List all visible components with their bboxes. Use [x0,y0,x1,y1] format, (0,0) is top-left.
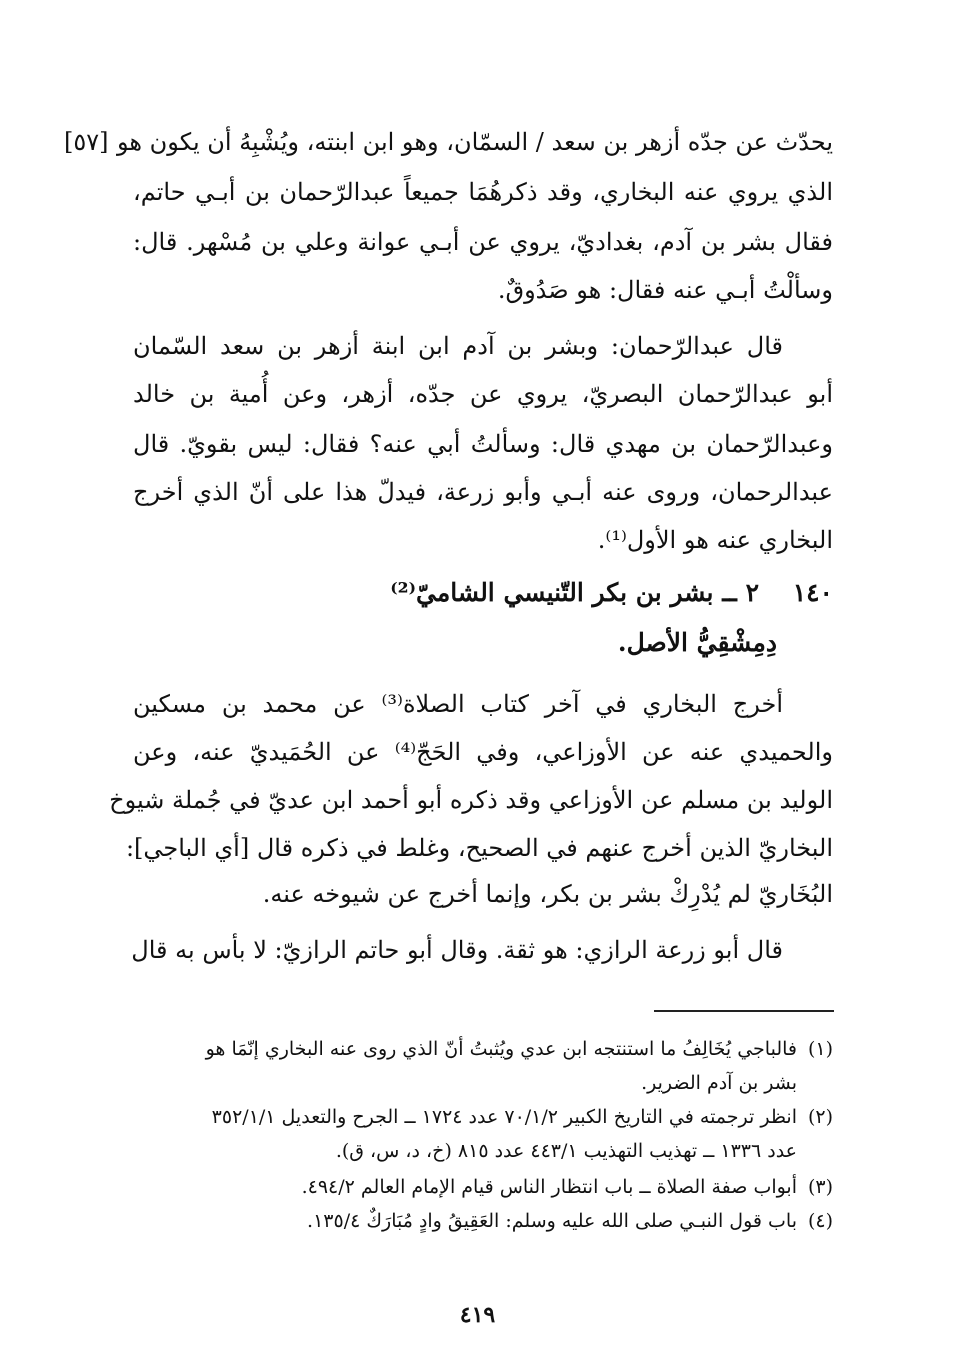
footnote-text: أبواب صفة الصلاة ــ باب انتظار الناس قيام الإمام العالم ٤٩٤/٢. [301,1176,797,1198]
footnote-number: (٢) [807,1106,833,1128]
footnote-1-continued: بشر بن آدم الضرير. [641,1072,797,1094]
paragraph3-line-4: البخاريّ الذين أخرج عنهم في الصحيح، وغلط في ذكره قال [أي الباجي]: [125,834,833,862]
footnote-number: (١) [807,1038,833,1060]
footnote-3 [133,1176,833,1198]
footnote-text: انظر ترجمته في التاريخ الكبير ٧٠/١/٢ عدد ١٧٢٤ ــ الجرح والتعديل ٣٥٢/١/١ [211,1106,797,1128]
footnote-2 [133,1106,833,1128]
paragraph3-line-2: والحميدي عنه عن الأوزاعي، وفي الحَجّ⁽⁴⁾ عن الحُمَيديّ عنه، وعن [133,738,833,766]
page-number: ٤١٩ [459,1302,496,1328]
paragraph3-line-1: أخرج البخاري في آخر كتاب الصلاة⁽³⁾ عن محمد بن مسكين [133,690,783,718]
paragraph1-line-2: الذي يروي عنه البخاري، وقد ذكرهُمَا جميعاً عبدالرّحمان بن أبـي حاتم، [133,178,833,206]
footnote-text: فالباجي يُخَالِفُ ما استنتجه ابن عدي ويُثبتُ أنّ الذي روى عنه البخاري إنّمَا هو [205,1038,797,1060]
paragraph2-line-2: أبو عبدالرّحمان البصريّ، يروي عن جدّه، أزهر، وعن أُمية بن خالد [133,380,833,408]
paragraph3-line-3: الوليد بن مسلم عن الأوزاعي وقد ذكره أبو أحمد ابن عديّ في جُملة شيوخ [109,786,833,814]
entry-title: ٢ ــ بشر بن بكر التّنيسي الشاميّ⁽²⁾ [390,578,759,607]
paragraph1-line-1: يحدّث عن جدّه أزهر بن سعد / السمّان، وهو ابن ابنته، ويُشْبِهُ أن يكون هو [117,128,833,156]
entry-subtitle: دِمِشْقِيُّ الأصل. [617,628,777,657]
paragraph2-line-4: عبدالرحمان، وروى عنه أبـي وأبو زرعة، فيدلّ هذا على أنّ الذي أخرج [133,478,833,506]
paragraph1-line-3: فقال بشر بن آدم، بغداديّ، يروي عن أبـي عوانة وعلي بن مُسْهر. قال: [133,228,833,256]
paragraph2-line-3: وعبدالرّحمان بن مهدي قال: وسألتُ أبي عنه؟ فقال: ليس بقويّ. قال [133,430,833,458]
footnote-text: باب قول النبـي صلى الله عليه وسلم: العَقِيقُ وادٍ مُبَارَكٌ ١٣٥/٤. [307,1210,797,1232]
paragraph2-line-1: قال عبدالرّحمان: وبشر بن آدم ابن ابنة أزهر بن سعد السّمان [133,332,783,360]
paragraph2-line-5: البخاري عنه هو الأول⁽¹⁾. [597,526,833,554]
footnote-4 [133,1210,833,1232]
footnote-2-continued: عدد ١٣٣٦ ــ تهذيب التهذيب ٤٤٣/١ عدد ٨١٥ (خ، د، س، ق). [335,1140,797,1162]
paragraph3-line-5: البُخَاريّ لم يُدْرِكْ بشر بن بكر، وإنما أخرج عن شيوخه عنه. [262,880,833,908]
paragraph4-line-1: قال أبو زرعة الرازي: هو ثقة. وقال أبو حاتم الرازيّ: لا بأس به قال [131,936,783,964]
margin-reference: [٥٧] [64,128,109,156]
entry-number: ١٤٠ [792,578,833,607]
footnote-1 [133,1038,833,1060]
footnote-separator [654,1010,834,1012]
paragraph1-line-4: وسألْتُ أبـي عنه فقال: هو صَدُوقٌ. [497,276,833,304]
footnote-number: (٣) [807,1176,833,1198]
footnote-number: (٤) [807,1210,833,1232]
